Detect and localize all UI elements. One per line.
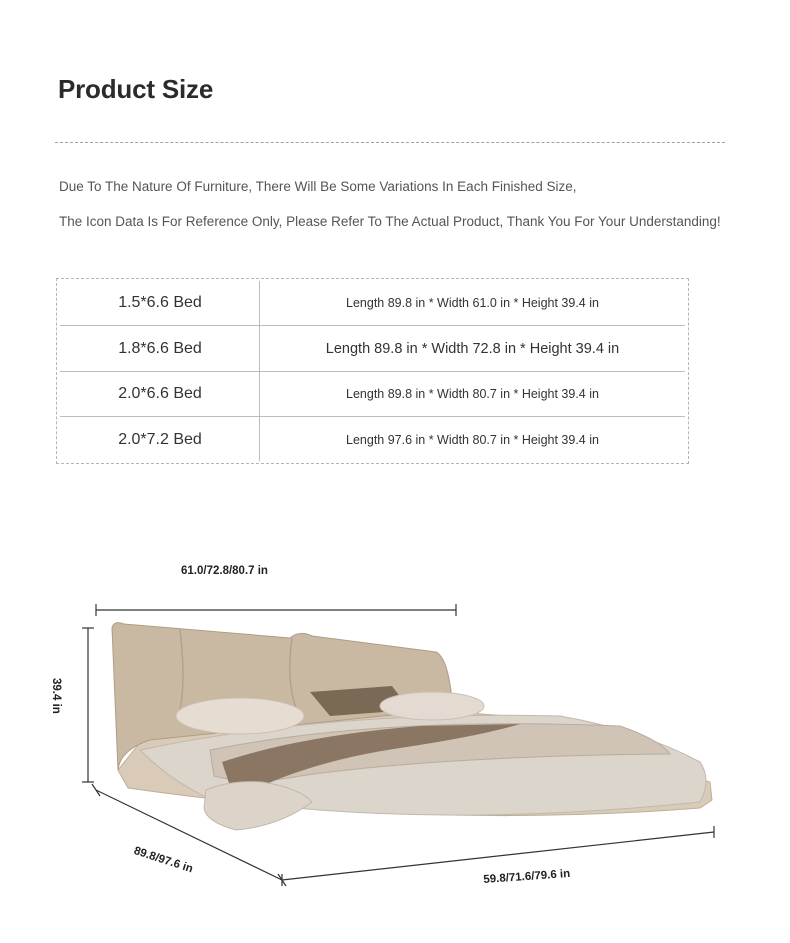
- bed-illustration: [0, 540, 790, 943]
- disclaimer-line-1: Due To The Nature Of Furniture, There Will Be Some Variations In Each Finished Size,: [59, 179, 577, 194]
- height-dimension-label: 39.4 in: [50, 678, 62, 714]
- size-dimensions: Length 97.6 in * Width 80.7 in * Height 39.4 in: [346, 432, 599, 447]
- size-dimensions: Length 89.8 in * Width 72.8 in * Height 39.4 in: [325, 341, 620, 357]
- size-table: [56, 278, 689, 464]
- pillow-left: [176, 698, 304, 734]
- size-dimensions: Length 89.8 in * Width 61.0 in * Height 39.4 in: [346, 296, 599, 310]
- pillow-right: [380, 692, 484, 720]
- size-name: 2.0*6.6 Bed: [118, 385, 202, 402]
- title-divider: [55, 142, 725, 143]
- length-dimension-label: 89.8/97.6 in: [132, 845, 195, 876]
- size-name: 2.0*7.2 Bed: [118, 430, 202, 448]
- size-row-1: [60, 281, 685, 326]
- size-row-2: [60, 327, 685, 372]
- size-row-4: [60, 417, 685, 462]
- bed-dimension-diagram: [0, 540, 790, 943]
- bottom-dimension-label: 59.8/71.6/79.6 in: [483, 867, 571, 886]
- disclaimer-line-2: The Icon Data Is For Reference Only, Please Refer To The Actual Product, Thank You For Your Understanding!: [59, 214, 721, 229]
- width-dimension-label: 61.0/72.8/80.7 in: [181, 565, 268, 577]
- page-title: Product Size: [58, 74, 214, 104]
- size-name: 1.5*6.6 Bed: [118, 294, 202, 311]
- size-name: 1.8*6.6 Bed: [118, 340, 202, 357]
- size-row-3: [60, 372, 685, 417]
- size-dimensions: Length 89.8 in * Width 80.7 in * Height 39.4 in: [346, 387, 599, 401]
